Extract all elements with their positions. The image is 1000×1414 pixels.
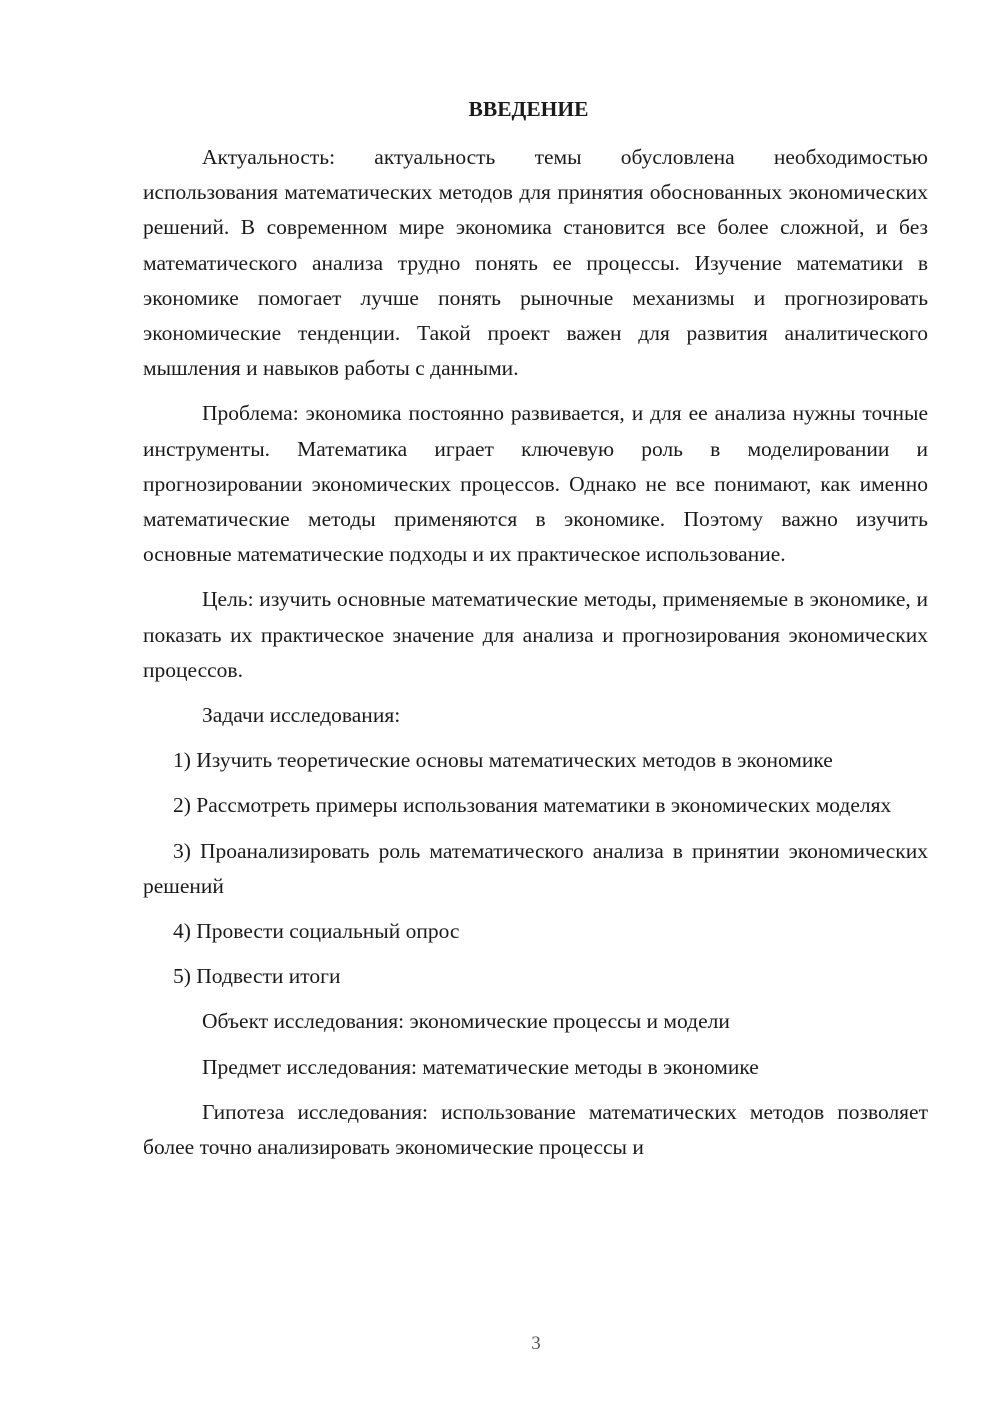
- list-item: 2) Рассмотреть примеры использования математики в экономических моделях: [173, 793, 892, 818]
- relevance-paragraph: Актуальность: актуальность темы обусловлена необходимостью использования математических методов для принятия обоснованных экономических решений. В современном мире экономика становится все более сложной, и без математического анализа трудно понять ее процессы. Изучение математики в экономике помогает лучше понять рыночные механизмы и прогнозировать экономические тенденции. Такой проект важен для развития аналитического мышления и навыков работы с данными.: [143, 145, 928, 381]
- problem-paragraph: Проблема: экономика постоянно развивается, и для ее анализа нужны точные инструменты. Математика играет ключевую роль в моделировании и прогнозировании экономических процессов. Однако не все понимают, как именно математические методы применяются в экономике. Поэтому важно изучить основные математические подходы и их практическое использование.: [143, 401, 928, 567]
- object-paragraph: Объект исследования: экономические процессы и модели: [202, 1009, 730, 1034]
- page-number: 3: [531, 1333, 541, 1354]
- list-item: 1) Изучить теоретические основы математических методов в экономике: [173, 748, 833, 773]
- section-heading: ВВЕДЕНИЕ: [468, 97, 589, 121]
- list-item: 3) Проанализировать роль математического анализа в принятии экономических решений: [143, 838, 928, 898]
- list-item: 5) Подвести итоги: [173, 964, 341, 989]
- goal-paragraph: Цель: изучить основные математические методы, применяемые в экономике, и показать их практическое значение для анализа и прогнозирования экономических процессов.: [143, 587, 928, 682]
- subject-paragraph: Предмет исследования: математические методы в экономике: [202, 1054, 759, 1079]
- list-item: 4) Провести социальный опрос: [173, 919, 460, 944]
- tasks-title: Задачи исследования:: [202, 703, 401, 728]
- page-content: [143, 92, 928, 1175]
- tasks-list: [143, 743, 928, 994]
- hypothesis-paragraph: Гипотеза исследования: использование математических методов позволяет более точно анализировать экономические процессы и: [143, 1099, 928, 1160]
